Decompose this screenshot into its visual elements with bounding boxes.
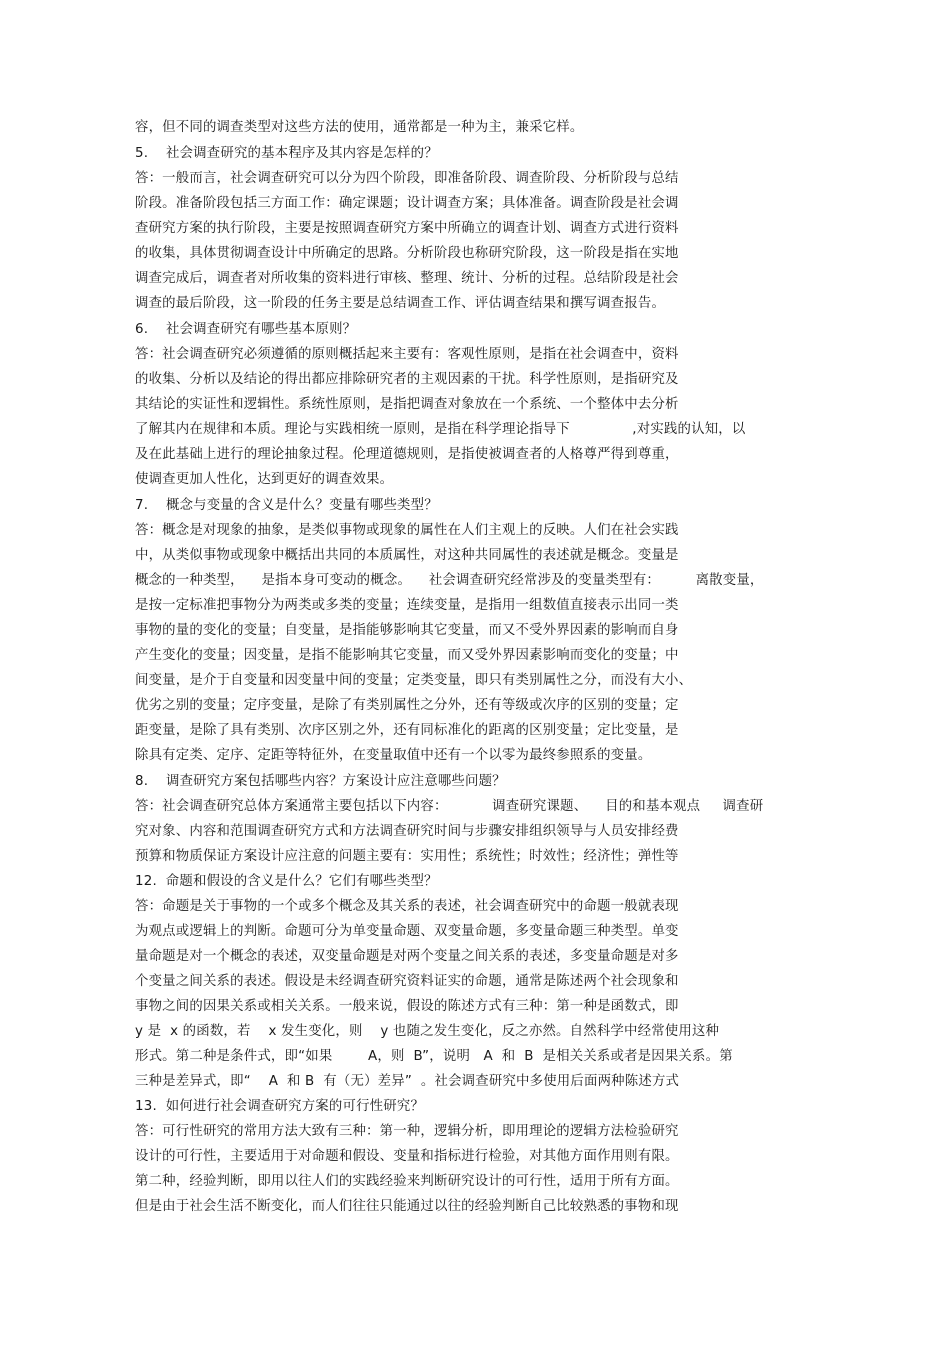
- text-line: 事物的量的变化的变量；自变量，是指能够影响其它变量，而又不受外界因素的影响而自身: [135, 623, 679, 638]
- text-line: 预算和物质保证方案设计应注意的问题主要有：实用性；系统性；时效性；经济性；弹性等: [135, 849, 679, 864]
- text-line: 个变量之间关系的表述。假设是未经调查研究资料证实的命题，通常是陈述两个社会现象和: [135, 974, 679, 989]
- text-line: 距变量，是除了具有类别、次序区别之外，还有同标准化的距离的区别变量；定比变量，是: [135, 723, 679, 738]
- text-line: 其结论的实证性和逻辑性。系统性原则，是指把调查对象放在一个系统、一个整体中去分析: [135, 397, 679, 412]
- text-line: 第二种，经验判断，即用以往人们的实践经验来判断研究设计的可行性，适用于所有方面。: [135, 1174, 679, 1189]
- text-line: 中，从类似事物或现象中概括出共同的本质属性，对这种共同属性的表述就是概念。变量是: [135, 548, 679, 563]
- text-line: 调查的最后阶段，这一阶段的任务主要是总结调查工作、评估调查结果和撰写调查报告。: [135, 296, 666, 311]
- text-line: 究对象、内容和范围调查研究方式和方法调查研究时间与步骤安排组织领导与人员安排经费: [135, 824, 679, 839]
- question-heading-7: 7. 概念与变量的含义是什么？变量有哪些类型？: [135, 498, 438, 513]
- text-line: 答：一般而言，社会调查研究可以分为四个阶段，即准备阶段、调查阶段、分析阶段与总结: [135, 171, 679, 186]
- text-line: 答：命题是关于事物的一个或多个概念及其关系的表述，社会调查研究中的命题一般就表现: [135, 899, 679, 914]
- text-line: 答：社会调查研究总体方案通常主要包括以下内容： 调查研究课题、 目的和基本观点 调查研: [135, 799, 764, 814]
- text-line: 形式。第二种是条件式，即“如果 A，则 B”，说明 A 和 B 是相关关系或者是因果关系。第: [135, 1049, 733, 1064]
- text-line: 间变量，是介于自变量和因变量中间的变量；定类变量，即只有类别属性之分，而没有大小、: [135, 673, 693, 688]
- text-line: 量命题是对一个概念的表述，双变量命题是对两个变量之间关系的表述，多变量命题是对多: [135, 949, 679, 964]
- question-heading-8: 8. 调查研究方案包括哪些内容？方案设计应注意哪些问题？: [135, 774, 506, 789]
- text-line: 答：可行性研究的常用方法大致有三种：第一种，逻辑分析，即用理论的逻辑方法检验研究: [135, 1124, 679, 1139]
- text-line: 调查完成后，调查者对所收集的资料进行审核、整理、统计、分析的过程。总结阶段是社会: [135, 271, 679, 286]
- text-line: 除具有定类、定序、定距等特征外，在变量取值中还有一个以零为最终参照系的变量。: [135, 748, 652, 763]
- text-line: 的收集，具体贯彻调查设计中所确定的思路。分析阶段也称研究阶段，这一阶段是指在实地: [135, 246, 679, 261]
- text-line: 的收集、分析以及结论的得出都应排除研究者的主观因素的干扰。科学性原则，是指研究及: [135, 372, 679, 387]
- question-heading-5: 5. 社会调查研究的基本程序及其内容是怎样的？: [135, 146, 438, 161]
- question-heading-13: 13. 如何进行社会调查研究方案的可行性研究？: [135, 1099, 425, 1114]
- text-line: 设计的可行性，主要适用于对命题和假设、变量和指标进行检验，对其他方面作用则有限。: [135, 1149, 679, 1164]
- text-line: 及在此基础上进行的理论抽象过程。伦理道德规则，是指使被调查者的人格尊严得到尊重，: [135, 447, 679, 462]
- text-line: 容，但不同的调查类型对这些方法的使用，通常都是一种为主，兼采它样。: [135, 120, 584, 135]
- text-line: 答：概念是对现象的抽象，是类似事物或现象的属性在人们主观上的反映。人们在社会实践: [135, 523, 679, 538]
- text-line: 为观点或逻辑上的判断。命题可分为单变量命题、双变量命题，多变量命题三种类型。单变: [135, 924, 679, 939]
- text-line: 优劣之别的变量；定序变量，是除了有类别属性之分外，还有等级或次序的区别的变量；定: [135, 698, 679, 713]
- text-line: 是按一定标准把事物分为两类或多类的变量；连续变量，是指用一组数值直接表示出同一类: [135, 598, 679, 613]
- text-line: 产生变化的变量；因变量，是指不能影响其它变量，而又受外界因素影响而变化的变量；中: [135, 648, 679, 663]
- text-line: y 是 x 的函数，若 x 发生变化，则 y 也随之发生变化，反之亦然。自然科学中经常使用这种: [135, 1024, 720, 1039]
- text-line: 阶段。准备阶段包括三方面工作：确定课题；设计调查方案；具体准备。调查阶段是社会调: [135, 196, 679, 211]
- question-heading-6: 6. 社会调查研究有哪些基本原则？: [135, 322, 357, 337]
- text-line: 概念的一种类型， 是指本身可变动的概念。 社会调查研究经常涉及的变量类型有： 离散变量，: [135, 573, 764, 588]
- text-line: 事物之间的因果关系或相关关系。一般来说，假设的陈述方式有三种：第一种是函数式，即: [135, 999, 679, 1014]
- text-line: 三种是差异式，即“ A 和 B 有（无）差异” 。社会调查研究中多使用后面两种陈述方式: [135, 1074, 680, 1089]
- text-line: 答：社会调查研究必须遵循的原则概括起来主要有：客观性原则，是指在社会调查中，资料: [135, 347, 679, 362]
- question-heading-12: 12. 命题和假设的含义是什么？它们有哪些类型？: [135, 874, 438, 889]
- text-line: 查研究方案的执行阶段，主要是按照调查研究方案中所确立的调查计划、调查方式进行资料: [135, 221, 679, 236]
- text-line: 但是由于社会生活不断变化，而人们往往只能通过以往的经验判断自己比较熟悉的事物和现: [135, 1199, 679, 1214]
- text-line: 使调查更加人性化，达到更好的调查效果。: [135, 472, 394, 487]
- text-line: 了解其内在规律和本质。理论与实践相统一原则，是指在科学理论指导下 ,对实践的认知，以: [135, 422, 746, 437]
